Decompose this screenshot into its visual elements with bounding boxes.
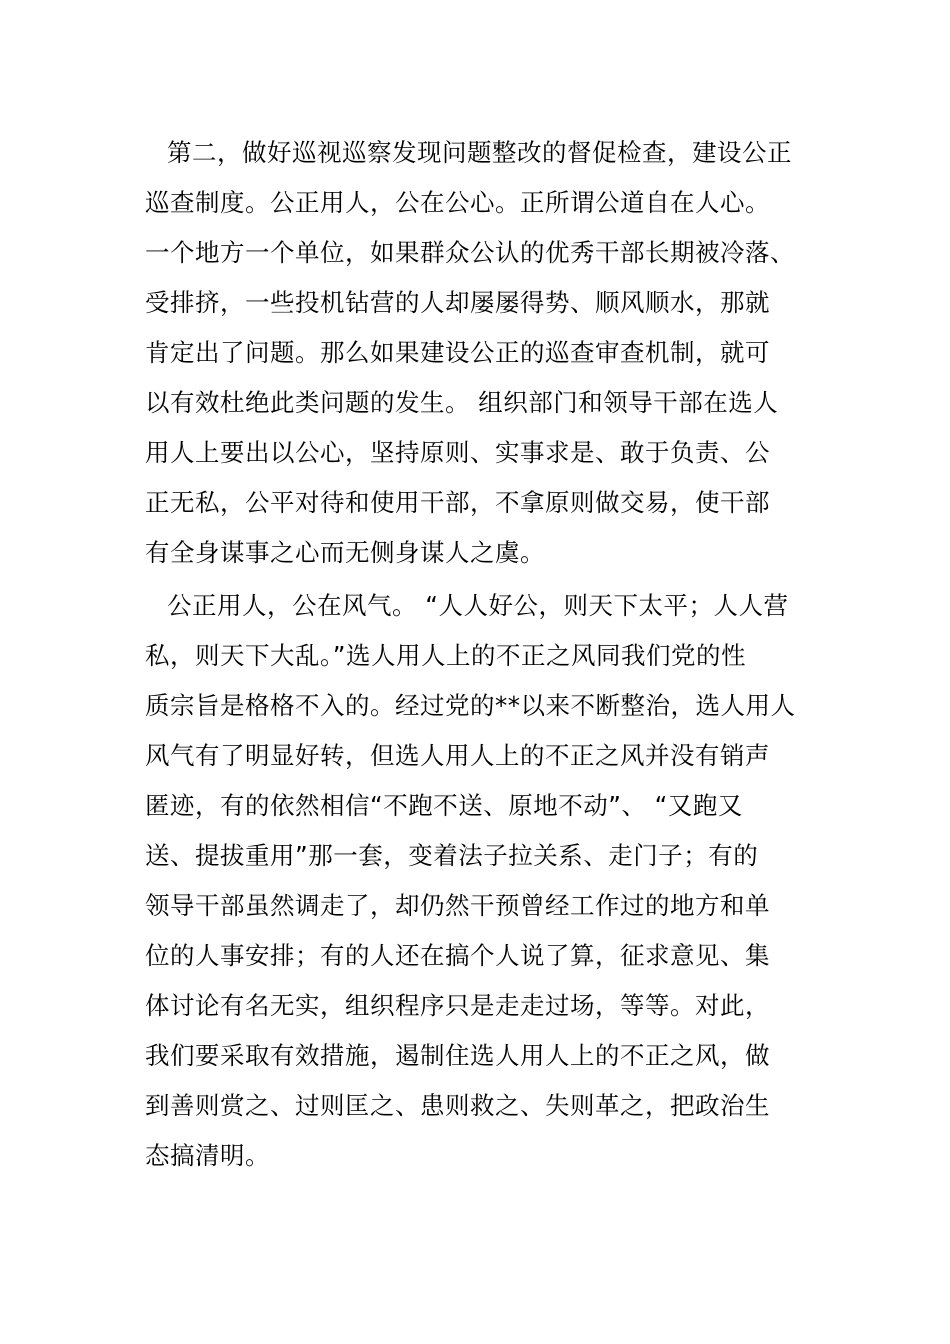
text-line: 受排挤，一些投机钻营的人却屡屡得势、顺风顺水，那就 <box>145 288 770 317</box>
document-body <box>145 128 807 1181</box>
text-line: 肯定出了问题。那么如果建设公正的巡查审查机制，就可 <box>145 338 770 367</box>
paragraph-2 <box>145 581 807 1181</box>
text-line: 私，则天下大乱。”选人用人上的不正之风同我们党的性 <box>145 641 746 670</box>
text-line: 匿迹，有的依然相信“不跑不送、原地不动”、 “又跑又 <box>145 791 743 820</box>
text-line: 位的人事安排；有的人还在搞个人说了算，征求意见、集 <box>145 941 770 970</box>
paragraph-1 <box>145 128 807 578</box>
text-line: 有全身谋事之心而无侧身谋人之虞。 <box>145 538 545 567</box>
text-line: 一个地方一个单位，如果群众公认的优秀干部长期被冷落、 <box>145 238 795 267</box>
text-line: 态搞清明。 <box>145 1141 270 1170</box>
text-line: 巡查制度。公正用人，公在公心。正所谓公道自在人心。 <box>145 188 770 217</box>
text-line: 体讨论有名无实，组织程序只是走走过场，等等。对此， <box>145 991 770 1020</box>
text-line: 到善则赏之、过则匡之、患则救之、失则革之，把政治生 <box>145 1091 770 1120</box>
text-line: 送、提拔重用”那一套，变着法子拉关系、走门子；有的 <box>145 841 759 870</box>
text-line: 公正用人，公在风气。 “人人好公，则天下太平；人人营 <box>167 591 789 620</box>
text-line: 第二，做好巡视巡察发现问题整改的督促检查，建设公正 <box>167 138 792 167</box>
text-line: 领导干部虽然调走了，却仍然干预曾经工作过的地方和单 <box>145 891 770 920</box>
text-line: 用人上要出以公心，坚持原则、实事求是、敢于负责、公 <box>145 438 770 467</box>
text-line: 我们要采取有效措施，遏制住选人用人上的不正之风，做 <box>145 1041 770 1070</box>
text-line: 以有效杜绝此类问题的发生。 组织部门和领导干部在选人 <box>145 388 779 417</box>
text-line: 质宗旨是格格不入的。经过党的**以来不断整治，选人用人 <box>145 691 796 720</box>
text-line: 风气有了明显好转，但选人用人上的不正之风并没有销声 <box>145 741 770 770</box>
text-line: 正无私，公平对待和使用干部，不拿原则做交易，使干部 <box>145 488 770 517</box>
